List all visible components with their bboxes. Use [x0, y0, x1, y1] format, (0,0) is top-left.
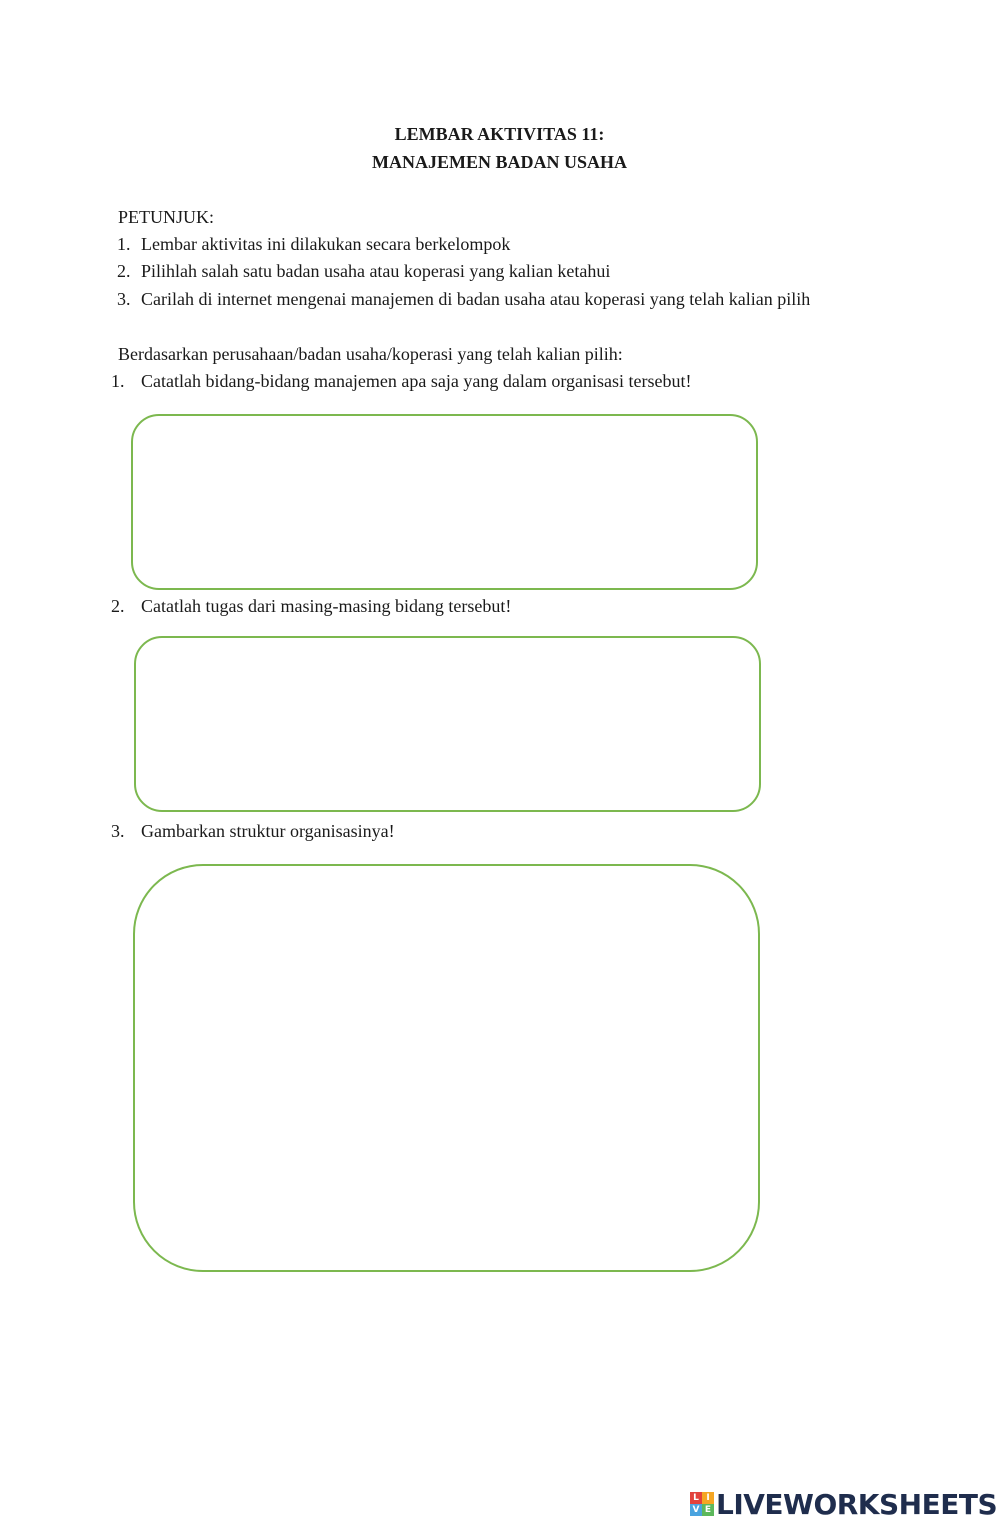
- instruction-text: Pilihlah salah satu badan usaha atau koperasi yang kalian ketahui: [141, 261, 611, 281]
- answer-box-1[interactable]: [131, 414, 758, 590]
- logo-letter-l: L: [690, 1492, 702, 1504]
- logo-letter-e: E: [702, 1504, 714, 1516]
- instruction-number: 2.: [117, 261, 131, 281]
- instruction-number: 1.: [117, 234, 131, 254]
- question-2: [111, 595, 511, 617]
- instruction-item: [117, 260, 610, 282]
- logo-letter-v: V: [690, 1504, 702, 1516]
- question-3: [111, 820, 395, 842]
- liveworksheets-logo: [690, 1487, 997, 1521]
- question-1: [111, 370, 691, 392]
- live-grid-icon: [690, 1492, 714, 1516]
- title-line-2: MANAJEMEN BADAN USAHA: [372, 152, 627, 172]
- answer-box-3[interactable]: [133, 864, 760, 1272]
- instruction-number: 3.: [117, 289, 131, 309]
- instruction-item: [117, 288, 810, 310]
- question-text: Gambarkan struktur organisasinya!: [141, 821, 395, 841]
- instruction-item: [117, 233, 510, 255]
- logo-letter-i: I: [702, 1492, 714, 1504]
- question-number: 2.: [111, 596, 125, 616]
- instruction-text: Carilah di internet mengenai manajemen di badan usaha atau koperasi yang telah kalian pilih: [141, 289, 811, 309]
- answer-box-2[interactable]: [134, 636, 761, 812]
- instruction-text: Lembar aktivitas ini dilakukan secara berkelompok: [141, 234, 511, 254]
- question-text: Catatlah tugas dari masing-masing bidang tersebut!: [141, 596, 512, 616]
- logo-text: LIVEWORKSHEETS: [716, 1487, 998, 1521]
- question-number: 3.: [111, 821, 125, 841]
- instructions-heading: PETUNJUK:: [118, 207, 215, 227]
- question-text: Catatlah bidang-bidang manajemen apa saja yang dalam organisasi tersebut!: [141, 371, 692, 391]
- questions-intro: Berdasarkan perusahaan/badan usaha/koperasi yang telah kalian pilih:: [118, 344, 623, 364]
- title-line-1: LEMBAR AKTIVITAS 11:: [394, 124, 605, 144]
- question-number: 1.: [111, 371, 125, 391]
